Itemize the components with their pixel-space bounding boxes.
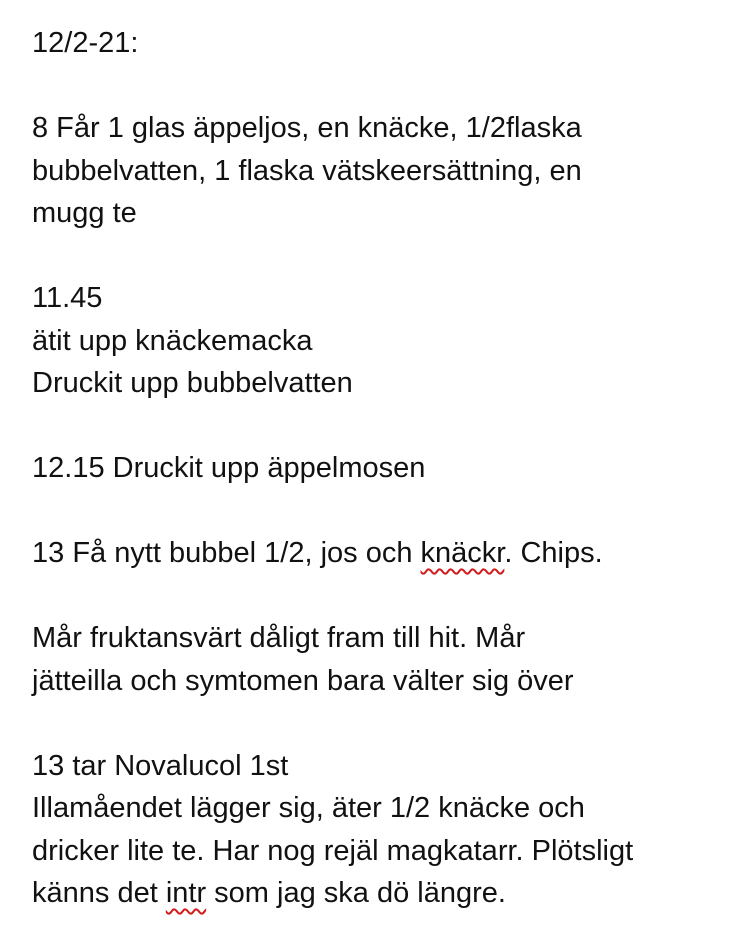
entry-5-line-2: jätteilla och symtomen bara välter sig över (32, 664, 574, 697)
entry-1-line-2: bubbelvatten, 1 flaska vätskeersättning, en (32, 154, 582, 187)
entry-2-line-2: Druckit upp bubbelvatten (32, 367, 353, 399)
entry-1-line-3: mugg te (32, 197, 137, 229)
spelling-error-word: intr (165, 877, 207, 909)
blank-line (32, 235, 732, 278)
entry-4-line-1 (32, 532, 732, 575)
entry-6-line-4-prefix: känns det (32, 877, 166, 909)
entry-6-line-4-suffix: som jag ska dö längre. (206, 877, 506, 909)
document-body (32, 22, 732, 915)
entry-4-prefix: 13 Få nytt bubbel 1/2, jos och (32, 537, 421, 569)
entry-6-line-4 (32, 872, 732, 915)
entry-6-line-3: dricker lite te. Har nog rejäl magkatarr. Plötsligt (32, 834, 634, 867)
blank-line (32, 405, 732, 448)
entry-6-line-1: 13 tar Novalucol 1st (32, 749, 289, 782)
blank-line (32, 65, 732, 108)
entry-4-suffix: . Chips. (504, 537, 603, 569)
spelling-error-word: knäckr (420, 537, 505, 569)
date-heading: 12/2-21: (32, 27, 139, 59)
entry-6-line-2: Illamåendet lägger sig, äter 1/2 knäcke och (32, 792, 585, 824)
entry-5-line-1: Mår fruktansvärt dåligt fram till hit. Mår (32, 622, 526, 654)
entry-1-line-1: 8 Får 1 glas äppeljos, en knäcke, 1/2flaska (32, 112, 582, 144)
entry-3-line-1: 12.15 Druckit upp äppelmosen (32, 452, 426, 484)
entry-2-time: 11.45 (32, 282, 103, 314)
blank-line (32, 575, 732, 618)
blank-line (32, 702, 732, 745)
entry-2-line-1: ätit upp knäckemacka (32, 324, 313, 357)
blank-line (32, 490, 732, 533)
